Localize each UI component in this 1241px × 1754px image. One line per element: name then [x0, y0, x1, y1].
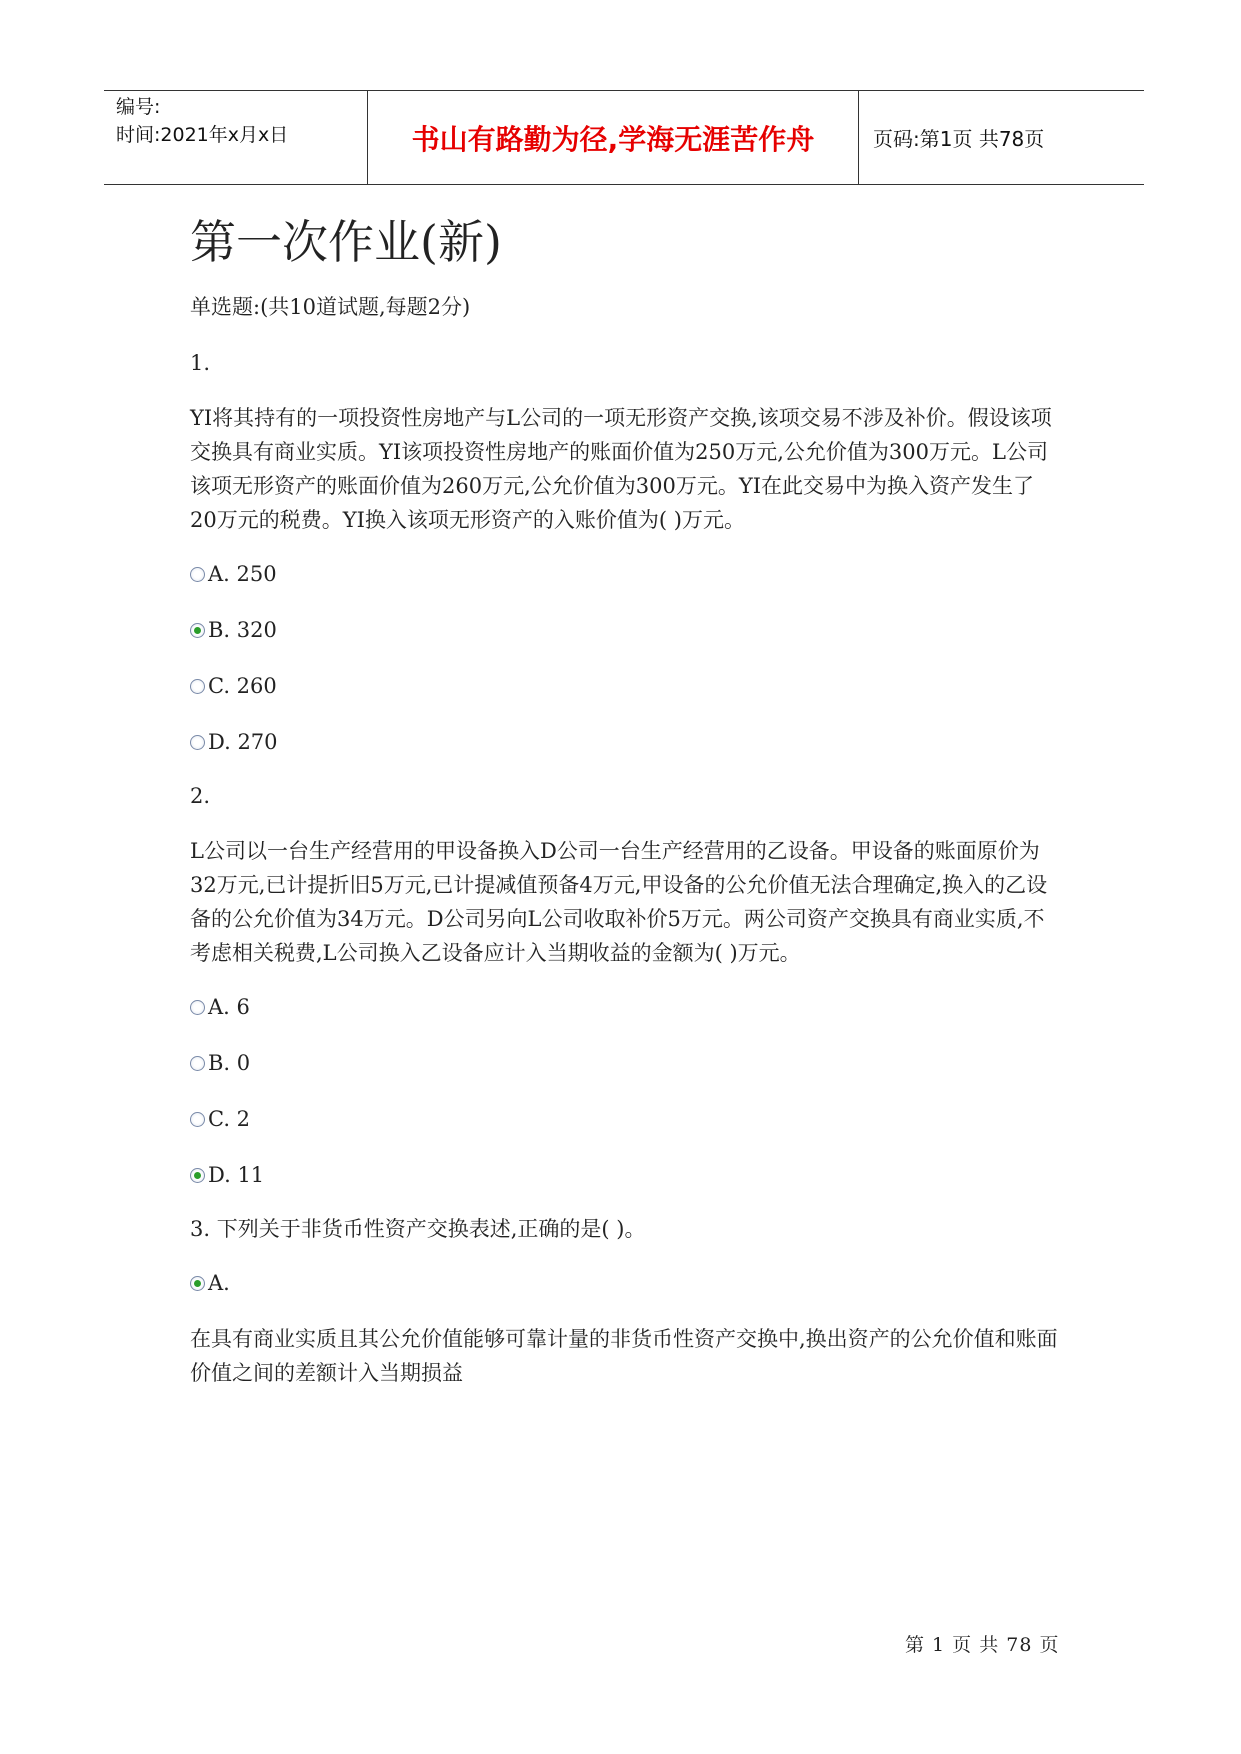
- option-label: B. 320: [208, 618, 277, 642]
- question-2-option-a[interactable]: [190, 990, 1060, 1024]
- page-footer: 第 1 页 共 78 页: [905, 1634, 1060, 1656]
- radio-unchecked-icon[interactable]: [190, 567, 205, 582]
- time-label: 时间:2021年x月x日: [116, 124, 289, 146]
- radio-unchecked-icon[interactable]: [190, 1000, 205, 1015]
- question-1-option-b[interactable]: [190, 613, 1060, 647]
- question-2-option-b[interactable]: [190, 1046, 1060, 1080]
- question-1-number: 1.: [190, 351, 211, 375]
- option-label: B. 0: [208, 1051, 251, 1075]
- option-label: A. 6: [208, 995, 250, 1019]
- radio-unchecked-icon[interactable]: [190, 679, 205, 694]
- option-label: D. 270: [208, 730, 278, 754]
- page-header: [104, 90, 1144, 185]
- option-label: A. 250: [208, 562, 277, 586]
- question-1-option-a[interactable]: [190, 557, 1060, 591]
- question-1-text: YI将其持有的一项投资性房地产与L公司的一项无形资产交换,该项交易不涉及补价。假设该项交换具有商业实质。YI该项投资性房地产的账面价值为250万元,公允价值为300万元。L公司该项无形资产的账面价值为260万元,公允价值为300万元。YI在此交易中为换入资产发生了20万元的税费。YI换入该项无形资产的入账价值为( )万元。: [190, 406, 1052, 532]
- radio-checked-icon[interactable]: [190, 623, 205, 638]
- question-1-option-c[interactable]: [190, 669, 1060, 703]
- radio-checked-icon[interactable]: [190, 1168, 205, 1183]
- question-2-option-c[interactable]: [190, 1102, 1060, 1136]
- document-body: [190, 210, 1060, 1390]
- option-label: C. 260: [208, 674, 277, 698]
- radio-checked-icon[interactable]: [190, 1276, 205, 1291]
- section-heading: 单选题:(共10道试题,每题2分): [190, 295, 471, 319]
- question-3-stem: 3. 下列关于非货币性资产交换表述,正确的是( )。: [190, 1217, 646, 1241]
- question-1-option-d[interactable]: [190, 725, 1060, 759]
- question-3-option-a[interactable]: [190, 1266, 1060, 1300]
- number-label: 编号:: [116, 96, 161, 118]
- question-2-number: 2.: [190, 784, 211, 808]
- page-title: 第一次作业(新): [190, 215, 502, 269]
- option-label: C. 2: [208, 1107, 251, 1131]
- question-2-text: L公司以一台生产经营用的甲设备换入D公司一台生产经营用的乙设备。甲设备的账面原价为32万元,已计提折旧5万元,已计提减值预备4万元,甲设备的公允价值无法合理确定,换入的乙设备的公允价值为34万元。D公司另向L公司收取补价5万元。两公司资产交换具有商业实质,不考虑相关税费,L公司换入乙设备应计入当期收益的金额为( )万元。: [190, 839, 1048, 965]
- header-meta: [104, 91, 368, 184]
- question-2-option-d[interactable]: [190, 1158, 1060, 1192]
- radio-unchecked-icon[interactable]: [190, 1056, 205, 1071]
- option-label: A.: [208, 1271, 230, 1295]
- radio-unchecked-icon[interactable]: [190, 1112, 205, 1127]
- question-3-option-a-text: 在具有商业实质且其公允价值能够可靠计量的非货币性资产交换中,换出资产的公允价值和账面价值之间的差额计入当期损益: [190, 1327, 1058, 1385]
- header-motto: 书山有路勤为径,学海无涯苦作舟: [368, 91, 859, 184]
- header-page-code: 页码:第1页 共78页: [873, 127, 1045, 151]
- option-label: D. 11: [208, 1163, 265, 1187]
- radio-unchecked-icon[interactable]: [190, 735, 205, 750]
